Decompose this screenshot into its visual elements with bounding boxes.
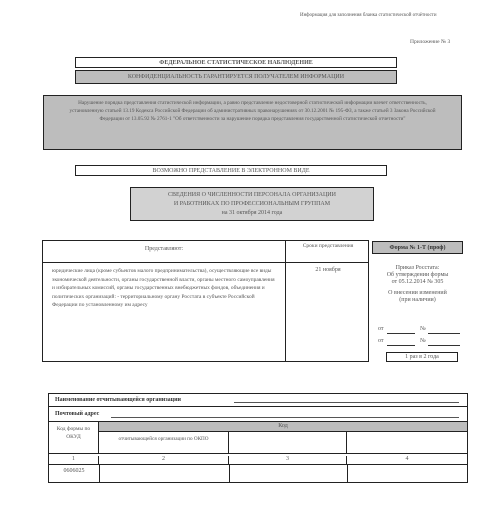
warning-text: Нарушение порядка представления статистической информации, а равно представление недостоверной статистической информации влечет ответственность, установленную статьей 13.19 Кодекса Российской Федерации об административных правонарушениях от 30.12.2001 № 195-ФЗ, а также статьей 3 Закона Российской Федерации от 13.05.92 № 2761-1 "Об ответственности за нарушение порядка представления государственной статистической отчетности"	[69, 100, 436, 122]
form-changes-sub: (при наличии)	[399, 297, 436, 303]
title-federal: ФЕДЕРАЛЬНОЕ СТАТИСТИЧЕСКОЕ НАБЛЮДЕНИЕ	[159, 60, 313, 66]
changes-row-2	[378, 338, 463, 348]
changes-row-1	[378, 326, 463, 336]
form-order-line2: Об утверждении формы	[386, 272, 449, 278]
form-changes-title: О внесении изменений	[388, 290, 447, 296]
address-label: Почтовый адрес	[55, 411, 100, 417]
submit-col2-body: 21 ноября	[315, 267, 341, 273]
warning-box	[43, 95, 462, 150]
submit-col1-body: юридические лица (кроме субъектов малого предпринимательства), осуществляющие все виды экономической деятельности, органы государственной власти, органы местного самоуправления и избирательных комиссий, органы государственных внебюджетных фондов, объединения и политических организаций: - территориальному органу Росстата в субъекте Российской Федерации по установленному им адресу	[52, 268, 275, 308]
confidential-box	[75, 70, 397, 84]
frequency-box	[386, 352, 458, 362]
org-name-line[interactable]	[234, 402, 459, 403]
row-number-1: 1	[49, 456, 99, 465]
report-title-line2: И РАБОТНИКАХ ПО ПРОФЕССИОНАЛЬНЫМ ГРУППАМ	[173, 201, 331, 207]
from-label-2: от	[378, 338, 384, 344]
top-note: Информация для заполнения бланка статистической отчётности	[300, 13, 437, 18]
okpo-header	[99, 432, 229, 454]
form-code-value: 0606025	[63, 468, 85, 474]
values-divider-3	[347, 465, 348, 482]
code-col-4	[347, 432, 467, 454]
submit-divider	[42, 262, 369, 263]
form-order-line3: от 05.12.2014 № 305	[391, 279, 444, 285]
org-name-label: Наименование отчитывающейся организации	[55, 397, 182, 403]
row-numbers	[49, 454, 467, 465]
title-federal-box	[75, 57, 397, 68]
okpo-value-cell[interactable]	[100, 465, 229, 482]
num-label-2: №	[420, 338, 426, 344]
submit-col2	[285, 240, 369, 362]
codes-header	[99, 422, 467, 432]
report-title-line1: СВЕДЕНИЯ О ЧИСЛЕННОСТИ ПЕРСОНАЛА ОРГАНИЗАЦИИ	[168, 192, 336, 198]
submit-col2-header: Сроки представления	[302, 243, 354, 249]
num-line-2[interactable]	[428, 345, 460, 346]
form-code-header-text: Код формы по ОКУД	[56, 426, 91, 440]
values-divider-2	[229, 465, 230, 482]
form-order-line1: Приказ Росстата:	[395, 265, 440, 271]
form-number-box	[372, 241, 463, 254]
code-col-3	[229, 432, 347, 454]
address-row	[49, 407, 467, 422]
report-title-box	[130, 187, 374, 221]
from-line-1[interactable]	[387, 333, 415, 334]
row-number-3: 3	[229, 456, 347, 465]
row-number-2: 2	[99, 456, 229, 465]
address-line[interactable]	[111, 417, 459, 418]
submit-col1-header: Представляют:	[144, 246, 184, 252]
form-code-header	[49, 422, 99, 454]
org-table	[48, 393, 468, 483]
report-title-line3: на 31 октября 2014 года	[221, 210, 283, 216]
confidential-text: КОНФИДЕНЦИАЛЬНОСТЬ ГАРАНТИРУЕТСЯ ПОЛУЧАТЕЛЕМ ИНФОРМАЦИИ	[127, 74, 345, 80]
form-order	[372, 265, 463, 304]
org-name-row	[49, 394, 467, 407]
from-label-1: от	[378, 326, 384, 332]
row-number-4: 4	[405, 456, 409, 462]
electronic-text: ВОЗМОЖНО ПРЕДСТАВЛЕНИЕ В ЭЛЕКТРОННОМ ВИДЕ	[152, 168, 310, 174]
submission-table	[42, 240, 369, 362]
frequency-text: 1 раз в 2 года	[405, 354, 439, 360]
electronic-box	[75, 165, 387, 176]
values-row	[49, 465, 467, 482]
okpo-header-text: отчитывающейся организации по ОКПО	[118, 436, 209, 442]
appendix-label: Приложение № 3	[410, 39, 451, 45]
codes-header-text: Код	[278, 423, 288, 429]
num-label-1: №	[420, 326, 426, 332]
from-line-2[interactable]	[387, 345, 415, 346]
num-line-1[interactable]	[428, 333, 460, 334]
form-number: Форма № 1-Т (проф)	[389, 245, 446, 251]
